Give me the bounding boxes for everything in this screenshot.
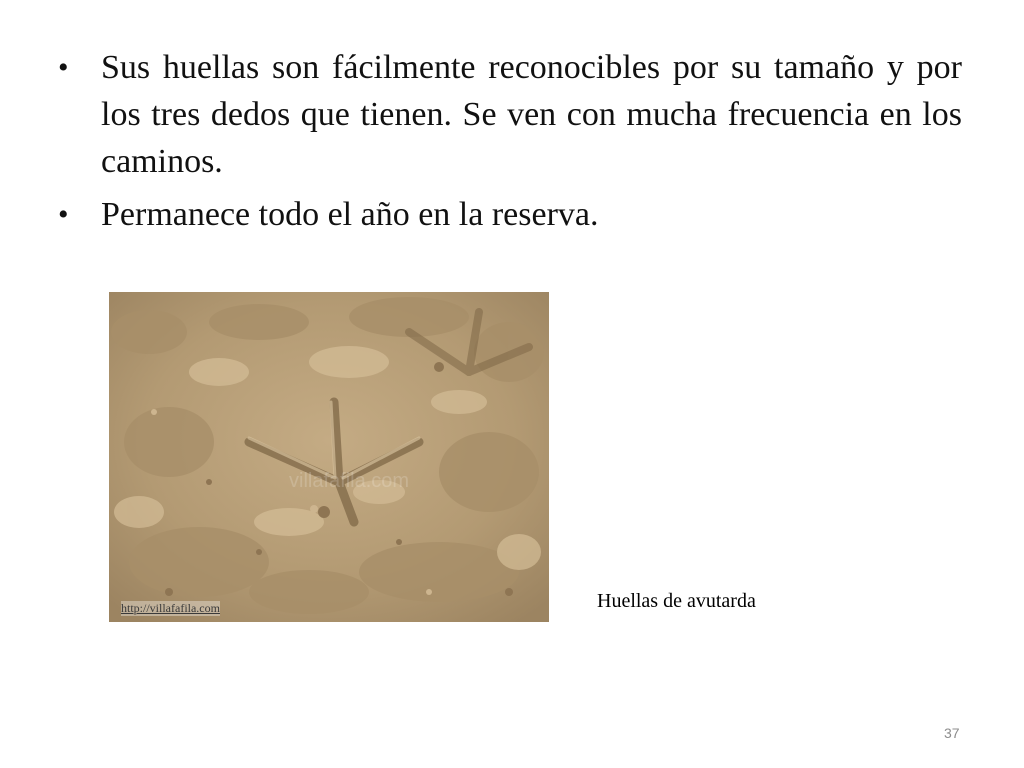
- bullet-marker: •: [58, 51, 69, 84]
- photo-caption: Huellas de avutarda: [597, 590, 756, 612]
- bullet-list: [58, 44, 962, 244]
- bullet-item: [58, 44, 962, 185]
- mud-footprint-image: [109, 292, 549, 622]
- bullet-marker: •: [58, 198, 69, 231]
- bullet-text: Sus huellas son fácilmente reconocibles por su tamaño y por los tres dedos que tienen. Se ven con mucha frecuencia en los caminos.: [101, 49, 962, 180]
- bullet-text: Permanece todo el año en la reserva.: [101, 196, 599, 233]
- bullet-item: [58, 191, 962, 238]
- photo-credit-link[interactable]: http://villafafila.com: [121, 601, 220, 615]
- page-number: 37: [944, 725, 960, 741]
- watermark: villafafila.com: [289, 470, 410, 492]
- footprint-photo: [109, 292, 549, 622]
